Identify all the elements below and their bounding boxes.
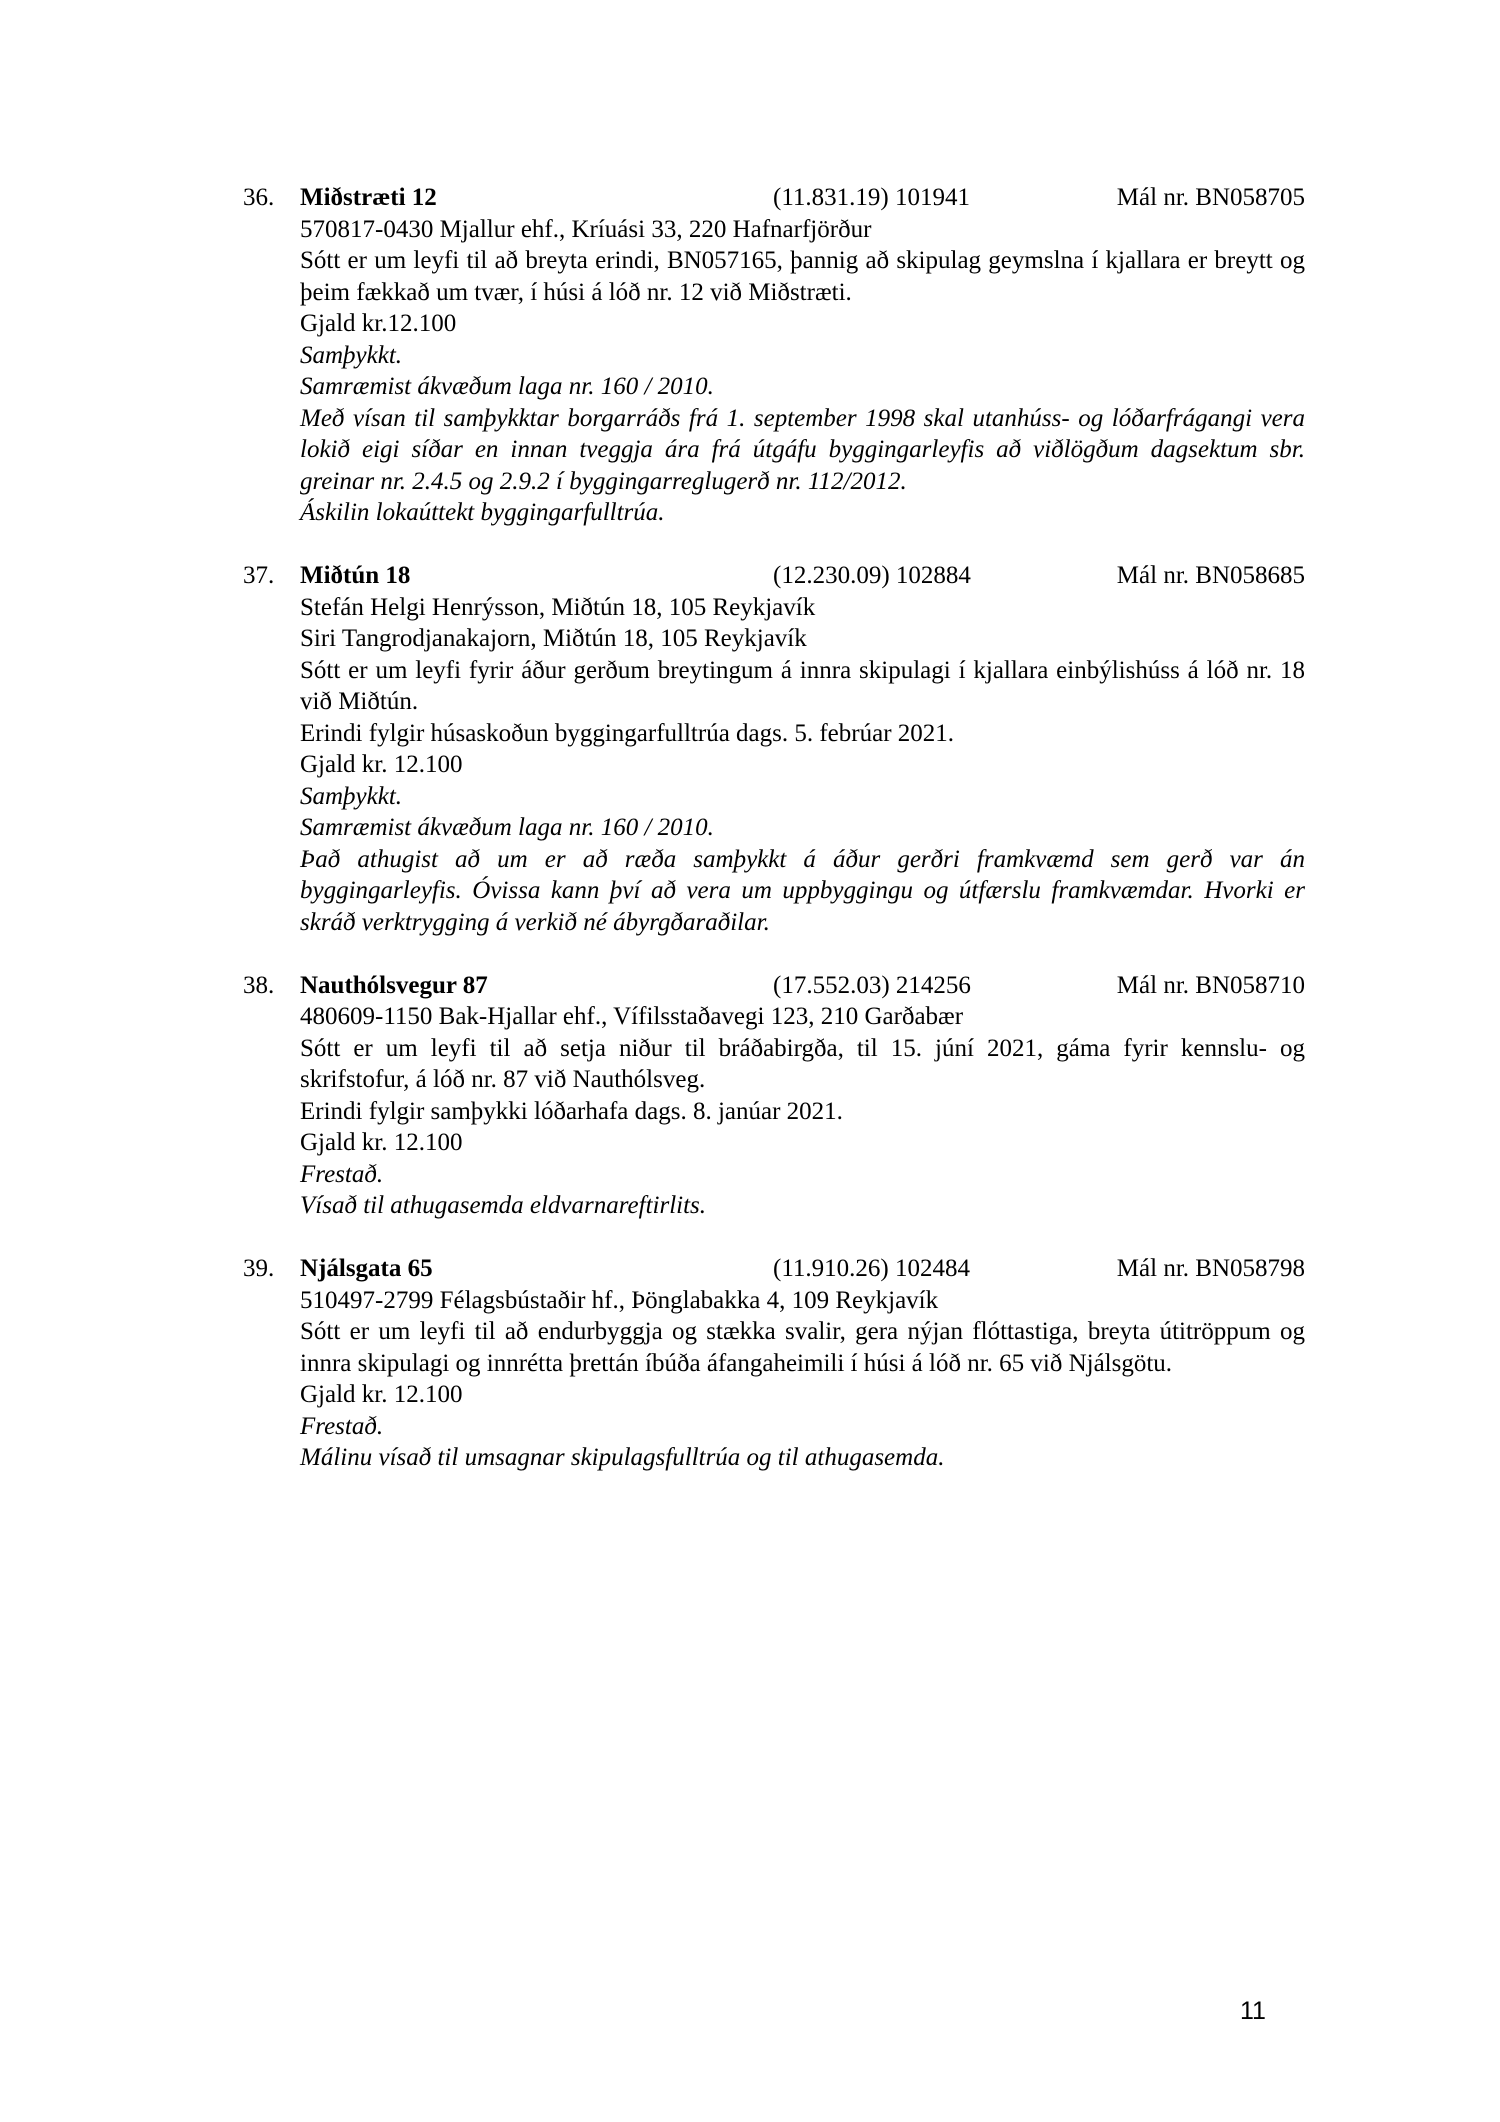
case-title: Miðstræti 12 — [300, 184, 437, 211]
decision-line: Samþykkt. — [300, 782, 403, 810]
fee-line: Gjald kr. 12.100 — [300, 1129, 463, 1156]
case-title: Miðtún 18 — [300, 562, 411, 589]
case-item-36 — [243, 182, 1305, 529]
attachment-line: Erindi fylgir húsaskoðun byggingarfulltrúa dags. 5. febrúar 2021. — [300, 719, 955, 747]
case-file-number: Mál nr. BN058710 — [1116, 971, 1305, 999]
case-number: 39. — [243, 1255, 275, 1282]
owner-line: 570817-0430 Mjallur ehf., Kríuási 33, 220 Hafnarfjörður — [300, 215, 872, 243]
law-reference-line: Samræmist ákvæðum laga nr. 160 / 2010. — [300, 814, 714, 841]
remark-paragraph: Það athugist að um er að ræða samþykkt á áður gerðri framkvæmd sem gerð var án byggingarleyfis. Óvissa kann því að vera um uppbyggingu og útfærslu framkvæmdar. Hvorki er skráð verktrygging á verkið né ábyrgðaraðilar. — [300, 845, 1305, 936]
case-item-38 — [243, 970, 1305, 1222]
condition-paragraph: Með vísan til samþykktar borgarráðs frá 1. september 1998 skal utanhúss- og lóðarfrágangi vera lokið eigi síðar en innan tveggja ára frá útgáfu byggingarleyfis að viðlögðum dagsektum sbr. greinar nr. 2.4.5 og 2.9.2 í byggingarreglugerð nr. 112/2012. — [300, 404, 1305, 495]
fee-line: Gjald kr.12.100 — [300, 310, 457, 337]
case-body — [300, 1285, 1305, 1474]
case-item-37 — [243, 560, 1305, 938]
case-header — [243, 970, 1305, 1002]
referral-line: Vísað til athugasemda eldvarnareftirlits. — [300, 1192, 707, 1219]
case-title: Njálsgata 65 — [300, 1255, 433, 1282]
case-file-number: Mál nr. BN058685 — [1116, 562, 1305, 589]
referral-line: Málinu vísað til umsagnar skipulagsfulltrúa og til athugasemda. — [300, 1444, 945, 1471]
fee-line: Gjald kr. 12.100 — [300, 1381, 463, 1408]
decision-line: Frestað. — [300, 1160, 384, 1188]
case-header — [243, 560, 1305, 592]
case-header — [243, 182, 1305, 214]
case-title: Nauthólsvegur 87 — [300, 971, 488, 999]
case-reference: (11.831.19) 101941 — [773, 184, 970, 211]
case-number: 37. — [243, 562, 275, 589]
owner-line: Siri Tangrodjanakajorn, Miðtún 18, 105 Reykjavík — [300, 625, 807, 652]
owner-line: Stefán Helgi Henrýsson, Miðtún 18, 105 Reykjavík — [300, 593, 816, 621]
inspection-line: Áskilin lokaúttekt byggingarfulltrúa. — [300, 499, 665, 526]
application-paragraph: Sótt er um leyfi fyrir áður gerðum breytingum á innra skipulagi í kjallara einbýlishúss á lóð nr. 18 við Miðtún. — [300, 656, 1305, 715]
case-number: 36. — [243, 184, 275, 211]
decision-line: Frestað. — [300, 1412, 384, 1440]
decision-line: Samþykkt. — [300, 341, 403, 369]
minutes-case-list — [243, 182, 1305, 1505]
application-paragraph: Sótt er um leyfi til að setja niður til bráðabirgða, til 15. júní 2021, gáma fyrir kennslu- og skrifstofur, á lóð nr. 87 við Nauthólsveg. — [300, 1034, 1305, 1093]
case-file-number: Mál nr. BN058798 — [1116, 1255, 1305, 1282]
application-paragraph: Sótt er um leyfi til að endurbyggja og stækka svalir, gera nýjan flóttastiga, breyta útitröppum og innra skipulagi og innrétta þrettán íbúða áfangaheimili í húsi á lóð nr. 65 við Njálsgötu. — [300, 1318, 1305, 1377]
case-header — [243, 1253, 1305, 1285]
case-reference: (17.552.03) 214256 — [773, 971, 971, 999]
case-reference: (11.910.26) 102484 — [773, 1255, 970, 1282]
case-body — [300, 1001, 1305, 1222]
application-paragraph: Sótt er um leyfi til að breyta erindi, BN057165, þannig að skipulag geymslna í kjallara er breytt og þeim fækkað um tvær, í húsi á lóð nr. 12 við Miðstræti. — [300, 247, 1305, 306]
case-item-39 — [243, 1253, 1305, 1474]
attachment-line: Erindi fylgir samþykki lóðarhafa dags. 8. janúar 2021. — [300, 1097, 843, 1125]
law-reference-line: Samræmist ákvæðum laga nr. 160 / 2010. — [300, 373, 714, 400]
owner-line: 480609-1150 Bak-Hjallar ehf., Vífilsstaðavegi 123, 210 Garðabær — [300, 1003, 964, 1030]
page-number: 11 — [1240, 1997, 1266, 2025]
case-file-number: Mál nr. BN058705 — [1116, 184, 1305, 211]
case-body — [300, 214, 1305, 529]
case-number: 38. — [243, 971, 275, 999]
case-reference: (12.230.09) 102884 — [773, 562, 971, 589]
case-body — [300, 592, 1305, 939]
owner-line: 510497-2799 Félagsbústaðir hf., Þönglabakka 4, 109 Reykjavík — [300, 1286, 939, 1314]
fee-line: Gjald kr. 12.100 — [300, 751, 463, 778]
